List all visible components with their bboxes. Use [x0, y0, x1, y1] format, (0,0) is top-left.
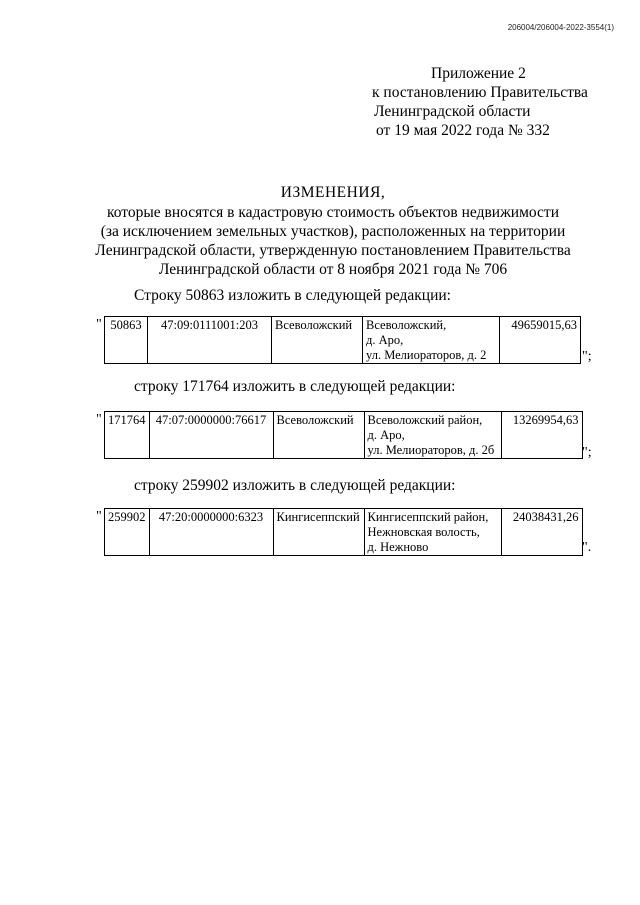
appendix-line: Приложение 2 [431, 65, 526, 82]
address-line: Всеволожский, [366, 318, 447, 332]
address [364, 509, 501, 556]
open-quote: " [96, 412, 102, 427]
document-title [60, 183, 606, 279]
cadastral-number: 47:07:0000000:76617 [149, 412, 273, 459]
open-quote: " [96, 317, 102, 332]
table-row [105, 412, 583, 459]
address-line: Нежновская волость, [367, 525, 480, 539]
address-line: д. Аро, [366, 333, 404, 347]
address [364, 412, 501, 459]
table-row [105, 317, 581, 364]
table-row [105, 509, 583, 556]
title-line: которые вносятся в кадастровую стоимость объектов недвижимости [107, 204, 559, 221]
address-line: Всеволожский район, [367, 413, 483, 427]
row-number: 259902 [105, 509, 150, 556]
address-line: Кингисеппский район, [367, 510, 489, 524]
cadastral-value: 24038431,26 [501, 509, 582, 556]
record-table [104, 411, 583, 459]
cadastral-value: 13269954,63 [501, 412, 582, 459]
title-line: Ленинградской области, утвержденную постановлением Правительства [95, 242, 571, 259]
address-line: д. Аро, [367, 428, 405, 442]
district: Всеволожский [273, 412, 364, 459]
row-number: 171764 [105, 412, 150, 459]
district: Всеволожский [272, 317, 363, 364]
appendix-line: от 19 мая 2022 года № 332 [376, 122, 550, 139]
address [363, 317, 500, 364]
close-quote: "; [582, 349, 592, 364]
record-table [104, 316, 581, 364]
district: Кингисеппский [273, 509, 364, 556]
section-intro: Строку 50863 изложить в следующей редакции: [134, 287, 451, 304]
cadastral-number: 47:20:0000000:6323 [149, 509, 273, 556]
title-line: (за исключением земельных участков), расположенных на территории [100, 223, 566, 240]
address-line: д. Нежново [367, 540, 429, 554]
cadastral-value: 49659015,63 [500, 317, 581, 364]
document-id: 206004/206004-2022-3554(1) [507, 23, 614, 32]
appendix-line: к постановлению Правительства [372, 84, 588, 101]
title-line: Ленинградской области от 8 ноября 2021 года № 706 [158, 261, 508, 278]
title-heading: ИЗМЕНЕНИЯ, [280, 184, 386, 201]
address-line: ул. Мелиораторов, д. 2 [366, 348, 487, 362]
cadastral-number: 47:09:0111001:203 [148, 317, 272, 364]
close-quote: "; [582, 445, 592, 460]
section-intro: строку 259902 изложить в следующей редакции: [134, 477, 456, 494]
appendix-header [372, 64, 588, 140]
open-quote: " [96, 509, 102, 524]
record-table [104, 508, 583, 556]
close-quote: ". [582, 540, 592, 555]
appendix-line: Ленинградской области [374, 103, 531, 120]
section-intro: строку 171764 изложить в следующей редакции: [134, 378, 456, 395]
row-number: 50863 [105, 317, 148, 364]
address-line: ул. Мелиораторов, д. 2б [367, 443, 495, 457]
